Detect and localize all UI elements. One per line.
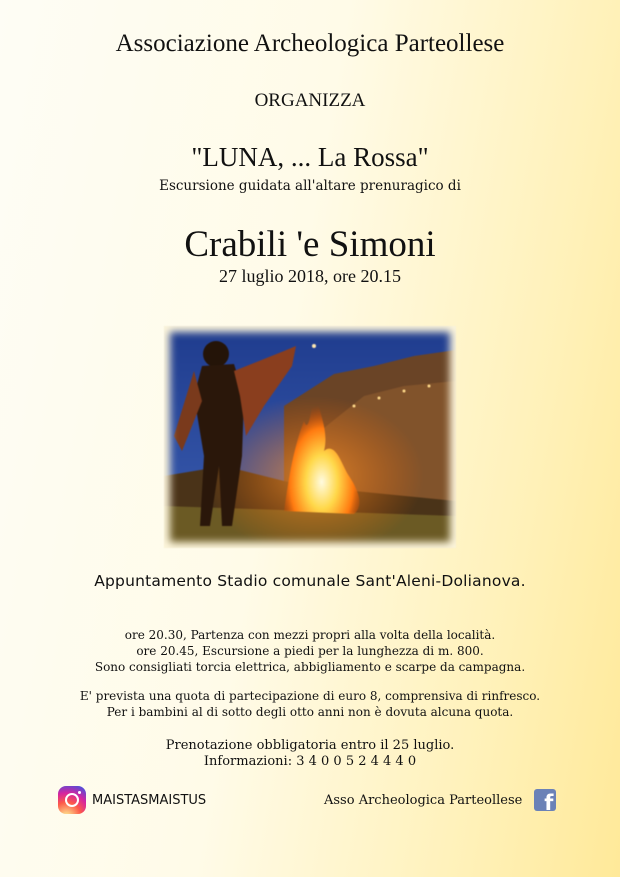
event-date: 27 luglio 2018, ore 20.15 [219,266,401,286]
info-line: ore 20.30, Partenza con mezzi propri alla volta della località. [124,628,496,642]
info-line: E' prevista una quota di partecipazione di euro 8, comprensiva di rinfresco. [79,689,541,703]
info-line: ore 20.45, Escursione a piedi per la lunghezza di m. 800. [136,644,484,658]
event-title: "LUNA, ... La Rossa" [191,142,429,172]
booking-notice: Prenotazione obbligatoria entro il 25 luglio. [165,738,455,753]
facebook-icon: f [534,789,556,811]
event-place: Crabili 'e Simoni [184,224,436,265]
meeting-point: Appuntamento Stadio comunale Sant'Aleni-Dolianova. [94,572,526,590]
contact-phone: Informazioni: 3 4 0 0 5 2 4 4 4 0 [203,754,417,769]
instagram-handle: MAISTASMAISTUS [92,792,207,808]
info-line: Per i bambini al di sotto degli otto anni non è dovuta alcuna quota. [106,705,514,719]
info-line: Sono consigliati torcia elettrica, abbigliamento e scarpe da campagna. [94,660,526,674]
organizes-label: ORGANIZZA [254,90,366,111]
instagram-icon [58,786,86,814]
event-photo [164,326,456,548]
organization-title: Associazione Archeologica Parteollese [115,30,505,57]
event-subtitle: Escursione guidata all'altare prenuragico di [159,178,461,194]
instagram-link[interactable] [58,786,206,814]
facebook-link[interactable] [324,789,556,811]
facebook-label: Asso Archeologica Parteollese [324,792,523,808]
